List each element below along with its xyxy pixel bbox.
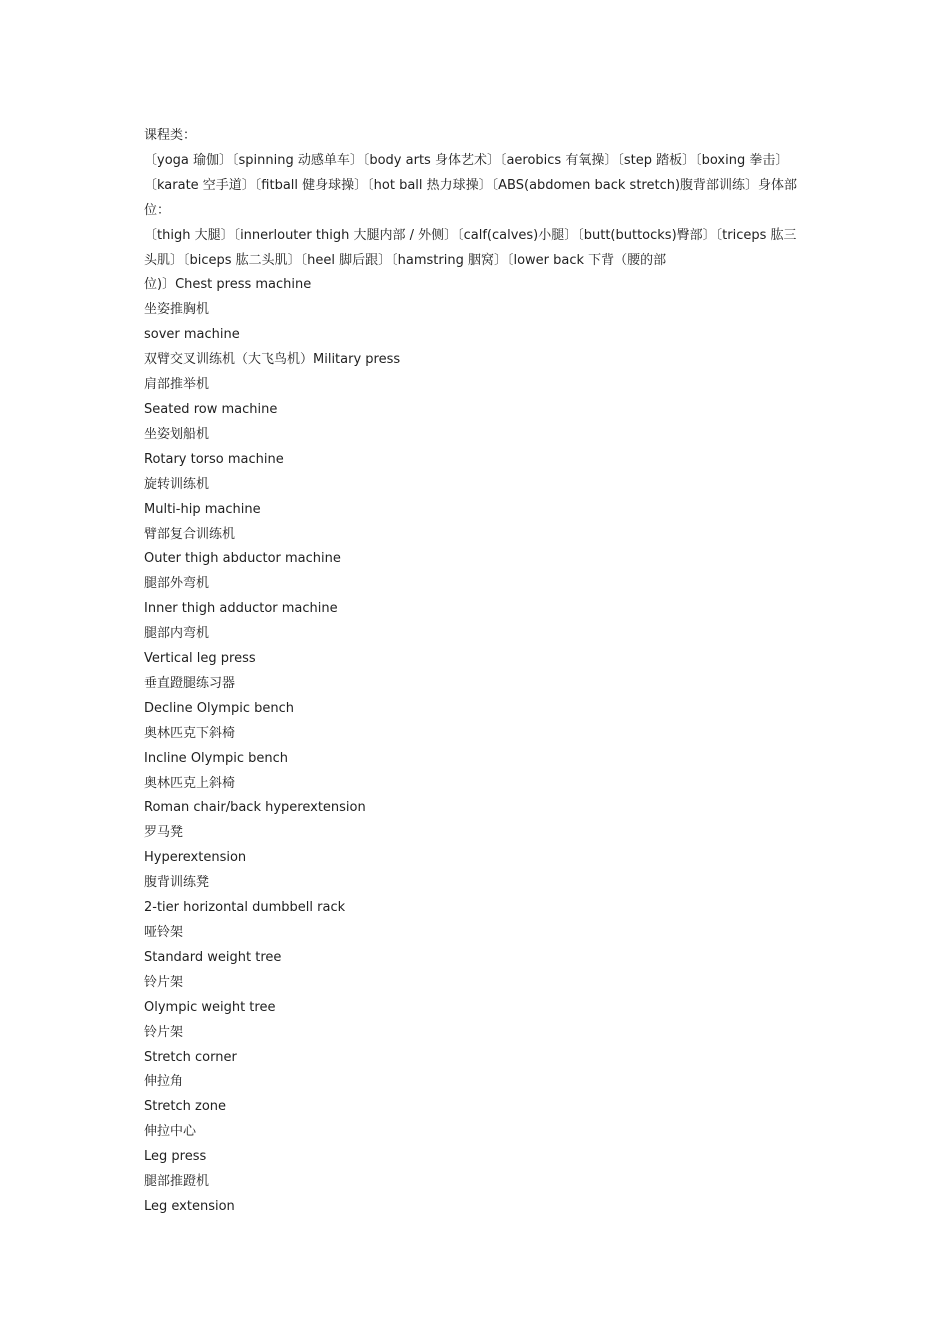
- text-line: 臂部复合训练机: [144, 526, 236, 542]
- text-line: 垂直蹬腿练习器: [144, 675, 236, 691]
- text-line: 罗马凳: [144, 825, 184, 841]
- text-line: Leg press: [144, 1149, 207, 1165]
- text-line: Multi-hip machine: [144, 501, 261, 517]
- text-line: 位：: [144, 202, 171, 218]
- text-line: 肩部推举机: [144, 377, 210, 393]
- text-line: Stretch zone: [144, 1099, 227, 1115]
- text-line: Rotary torso machine: [144, 451, 284, 467]
- text-line: Stretch corner: [144, 1049, 237, 1065]
- text-line: Standard weight tree: [144, 949, 282, 965]
- text-line: 双臂交叉训练机（大飞鸟机）Military press: [144, 352, 401, 368]
- text-line: Olympic weight tree: [144, 999, 276, 1015]
- text-line: 奥林匹克上斜椅: [144, 775, 236, 791]
- text-line: 2-tier horizontal dumbbell rack: [144, 900, 346, 916]
- text-line: Hyperextension: [144, 850, 247, 866]
- document-body: [144, 124, 812, 1220]
- text-line: 〔karate 空手道〕〔fitball 健身球操〕〔hot ball 热力球操〕〔ABS(abdomen back stretch)腹背部训练〕身体部: [144, 177, 798, 193]
- text-line: sover machine: [144, 327, 240, 343]
- text-line: Inner thigh adductor machine: [144, 601, 338, 617]
- text-line: 铃片架: [144, 1024, 184, 1040]
- text-line: 〔thigh 大腿〕〔innerlouter thigh 大腿内部 / 外侧〕〔calf(calves)小腿〕〔butt(buttocks)臀部〕〔triceps 肱三: [144, 227, 797, 243]
- text-line: 课程类：: [144, 128, 197, 143]
- text-line: 哑铃架: [144, 925, 184, 940]
- text-line: 坐姿划船机: [144, 426, 210, 442]
- document-page: [144, 124, 812, 1220]
- text-line: 腿部推蹬机: [144, 1174, 210, 1190]
- text-line: Seated row machine: [144, 401, 278, 417]
- text-line: 腹背训练凳: [144, 875, 210, 891]
- text-line: Vertical leg press: [144, 651, 256, 667]
- text-line: 旋转训练机: [144, 476, 210, 492]
- text-line: 铃片架: [144, 974, 184, 990]
- text-line: 位)〕Chest press machine: [144, 277, 312, 293]
- text-line: 头肌〕〔biceps 肱二头肌〕〔heel 脚后跟〕〔hamstring 胭窝〕〔lower back 下背（腰的部: [144, 252, 667, 268]
- text-line: Leg extension: [144, 1198, 235, 1214]
- text-line: 坐姿推胸机: [144, 302, 210, 318]
- text-line: 腿部内弯机: [144, 626, 210, 642]
- text-line: 伸拉中心: [144, 1124, 197, 1140]
- text-line: Decline Olympic bench: [144, 700, 294, 716]
- text-line: 奥林匹克下斜椅: [144, 725, 236, 741]
- text-line: Roman chair/back hyperextension: [144, 800, 366, 816]
- text-line: 〔yoga 瑜伽〕〔spinning 动感单车〕〔body arts 身体艺术〕〔aerobics 有氧操〕〔step 踏板〕〔boxing 拳击〕: [144, 152, 789, 168]
- text-line: Outer thigh abductor machine: [144, 551, 341, 567]
- text-line: Incline Olympic bench: [144, 750, 289, 766]
- text-line: 伸拉角: [144, 1074, 184, 1090]
- text-line: 腿部外弯机: [144, 576, 210, 592]
